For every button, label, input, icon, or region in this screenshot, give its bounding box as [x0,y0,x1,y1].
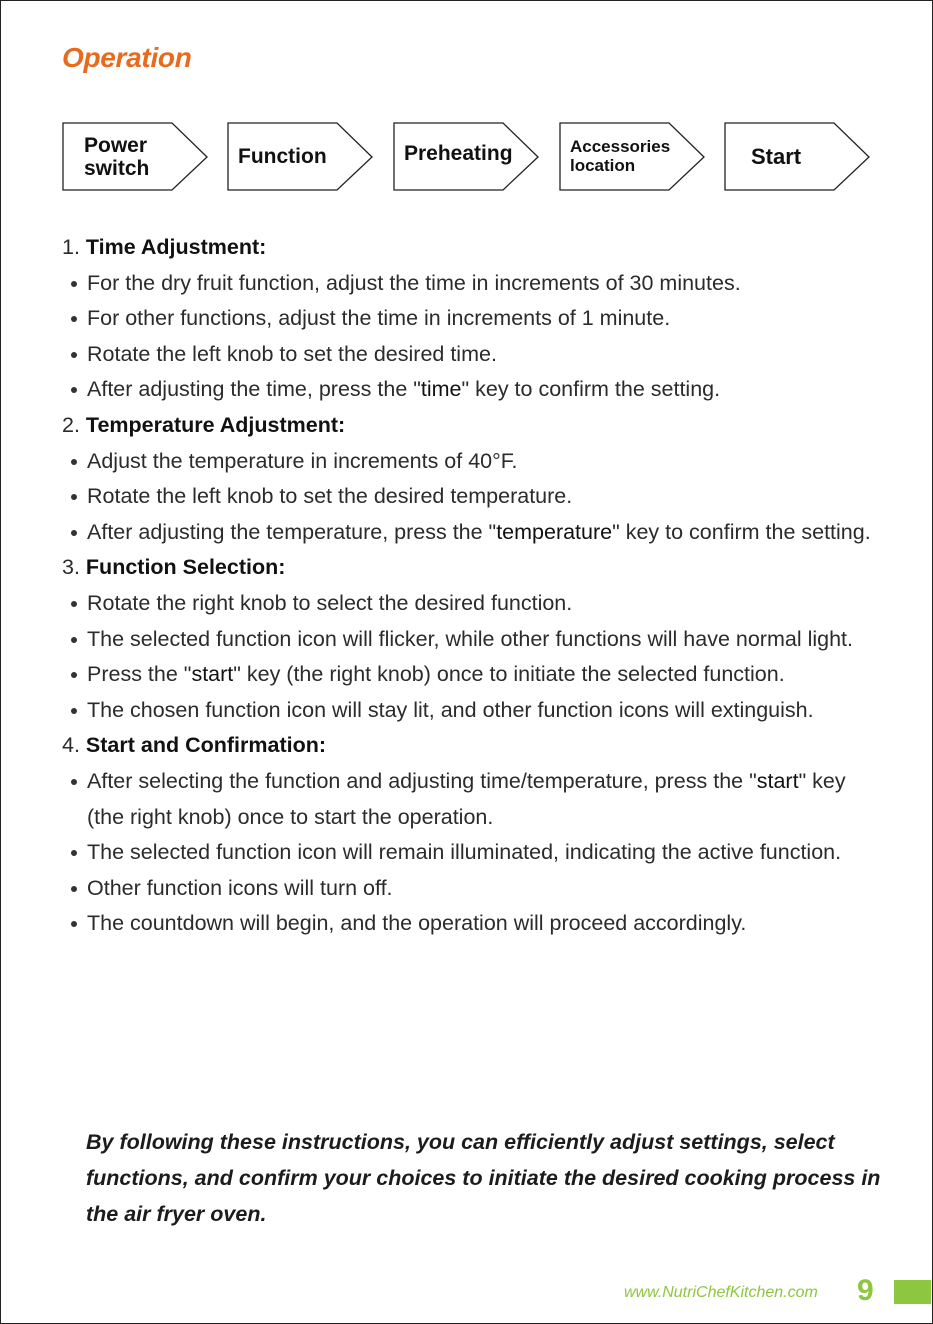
bullet-text: " key to confirm the setting. [461,377,721,402]
section-heading [62,408,882,444]
bullet-item [62,764,882,835]
flow-step-line2: switch [84,157,150,180]
section-heading [62,230,882,266]
bullet-text: " key (the right knob) once to start the operation. [87,768,846,829]
bullet-text: The chosen function icon will stay lit, and other function icons will extinguish. [87,697,814,722]
bullet-item [62,622,882,658]
flow-step-label [404,119,513,189]
flow-step-label [238,122,327,192]
process-flow [62,122,874,192]
bullet-text: Other function icons will turn off. [87,875,393,900]
flow-step-line2: location [570,156,636,175]
flow-step-preheating [393,122,543,192]
bullet-text: " key to confirm the setting. [612,519,871,544]
flow-step-line1: Power [84,133,148,157]
bullet-item [62,372,882,408]
section-heading [62,728,882,764]
bullet-item [62,301,882,337]
section-heading [62,550,882,586]
bullet-text: For other functions, adjust the time in increments of 1 minute. [87,306,671,331]
footer-website: www.NutriChefKitchen.com [624,1284,818,1301]
instructions-list [62,230,882,942]
page-number: 9 [857,1274,874,1307]
closing-note: By following these instructions, you can efficiently adjust settings, select functions, and confirm your choices to initiate the desired cooking process in the air fryer oven. [86,1130,881,1226]
bullet-text: Adjust the temperature in increments of 40°F. [87,448,518,473]
bullet-text: " key (the right knob) once to initiate the selected function. [233,662,785,687]
flow-step-label [570,122,670,192]
flow-step-accessories-location [559,122,709,192]
bullet-item [62,337,882,373]
section-number: 2. [62,412,80,437]
flow-step-label [84,122,149,192]
bullet-text: The selected function icon will remain illuminated, indicating the active function. [87,840,842,865]
section-heading-text: Temperature Adjustment: [85,412,346,437]
bullet-item [62,835,882,871]
key-name: temperature [496,519,613,544]
bullet-item [62,515,882,551]
section-number: 4. [62,733,80,758]
bullet-item [62,586,882,622]
section-heading-text: Start and Confirmation: [85,733,327,758]
flow-step-power-switch [62,122,212,192]
flow-step-line1: Accessories [570,137,671,157]
page-title: Operation [62,42,192,73]
flow-step-line1: Start [751,143,802,169]
bullet-item [62,693,882,729]
bullet-item [62,479,882,515]
bullet-text: Rotate the left knob to set the desired time. [87,341,497,366]
flow-step-label [751,122,801,192]
bullet-text: The countdown will begin, and the operation will proceed accordingly. [87,911,747,936]
bullet-text: Rotate the right knob to select the desired function. [87,590,573,615]
bullet-text: Rotate the left knob to set the desired temperature. [87,484,573,509]
bullet-item [62,871,882,907]
section-number: 1. [62,235,80,259]
flow-step-start [724,122,874,192]
bullet-text: After adjusting the time, press the " [87,377,421,402]
bullet-text: After adjusting the temperature, press the " [87,519,497,544]
flow-step-function [227,122,377,192]
section-heading-text: Function Selection: [85,555,286,580]
bullet-text: Press the " [87,662,192,687]
key-name: start [756,768,799,793]
key-name: time [420,377,462,402]
flow-step-line1: Function [238,145,327,169]
bullet-item [62,266,882,302]
bullet-item [62,444,882,480]
bullet-text: The selected function icon will flicker, while other functions will have normal light. [87,626,854,651]
section-heading-text: Time Adjustment: [85,235,267,259]
flow-step-line1: Preheating [404,142,513,166]
footer-accent-bar [894,1280,931,1304]
bullet-text: After selecting the function and adjusting time/temperature, press the " [87,768,757,793]
key-name: start [191,662,234,687]
section-number: 3. [62,555,80,580]
bullet-item [62,906,882,942]
bullet-item [62,657,882,693]
bullet-text: For the dry fruit function, adjust the time in increments of 30 minutes. [87,270,741,295]
